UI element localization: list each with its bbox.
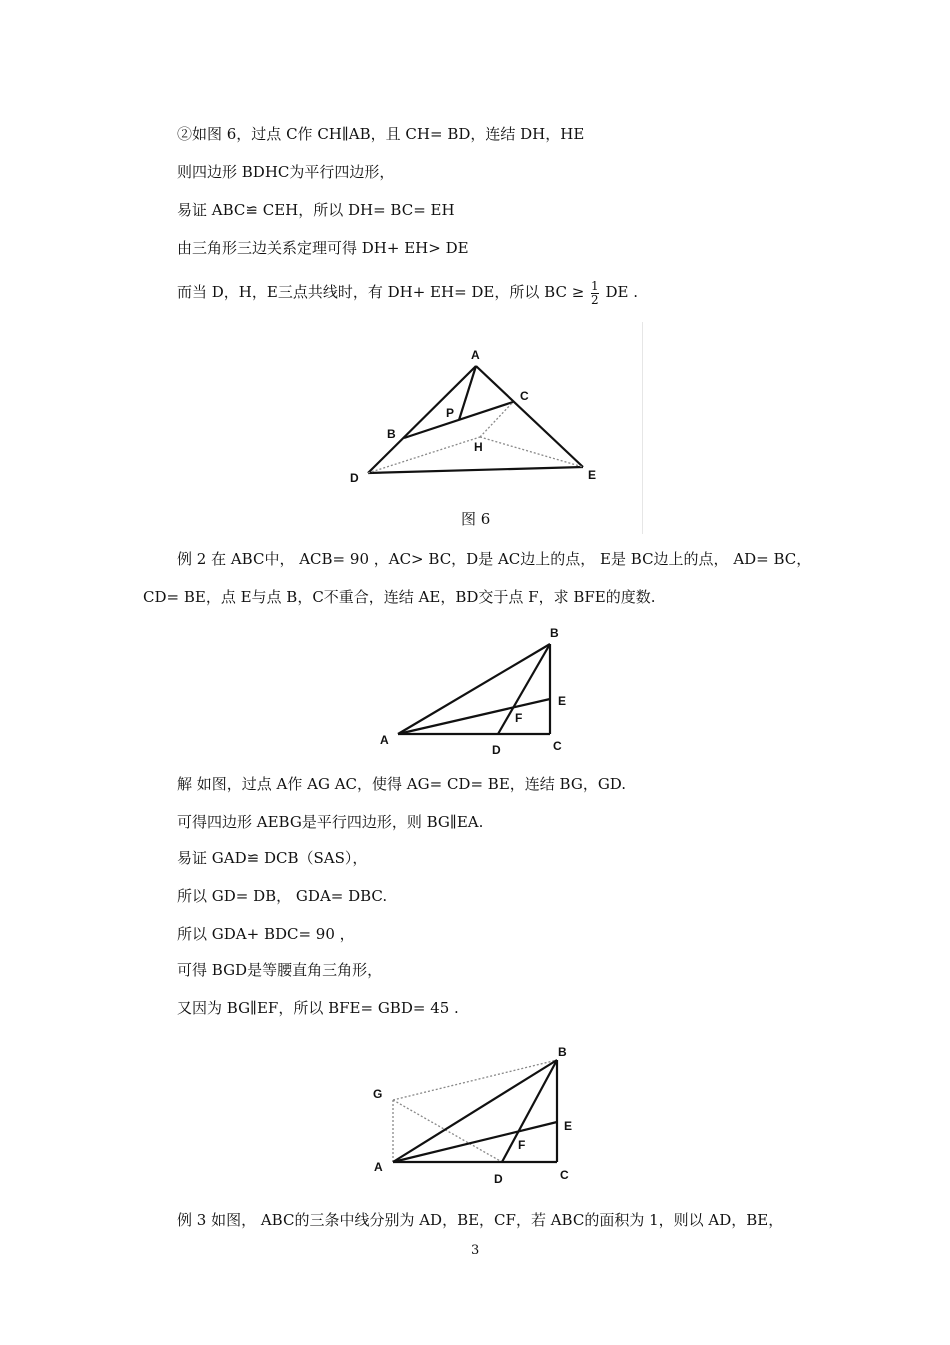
fraction-numerator: 1	[591, 278, 599, 293]
fraction-one-half	[591, 280, 599, 307]
label-C: C	[560, 1168, 569, 1182]
text-line-5-main: 而当 D，H，E三点共线时，有 DH+ EH= DE，所以 BC ≥	[177, 283, 585, 301]
page-number: 3	[471, 1243, 480, 1258]
label-D: D	[492, 743, 501, 757]
figure-6-caption: 图 6	[461, 510, 491, 528]
text-line-4: 由三角形三边关系定理可得 DH+ EH> DE	[177, 239, 469, 257]
label-D: D	[350, 471, 359, 485]
label-H: H	[474, 440, 483, 454]
label-D: D	[494, 1172, 503, 1186]
label-C: C	[520, 389, 529, 403]
label-E: E	[564, 1119, 573, 1133]
label-A: A	[374, 1160, 383, 1174]
label-F: F	[518, 1138, 526, 1152]
label-A: A	[380, 733, 389, 747]
text-line-1: ②如图 6，过点 C作 CH∥AB，且 CH= BD，连结 DH，HE	[177, 125, 585, 143]
text-line-10: 易证 GAD≌ DCB（SAS），	[177, 849, 368, 867]
text-line-11: 所以 GD= DB， GDA= DBC.	[177, 887, 388, 905]
label-E: E	[558, 694, 567, 708]
page-divider	[642, 322, 643, 534]
figure-6-diagram	[340, 340, 630, 500]
text-line-15: 例 3 如图， ABC的三条中线分别为 AD，BE，CF，若 ABC的面积为 1，则以 AD，BE，	[177, 1211, 784, 1229]
text-line-7: CD= BE，点 E与点 B，C不重合，连结 AE，BD交于点 F，求 BFE的度数.	[143, 588, 656, 606]
fraction-denominator: 2	[591, 292, 599, 307]
label-A: A	[471, 348, 480, 362]
text-line-9: 可得四边形 AEBG是平行四边形，则 BG∥EA.	[177, 813, 484, 831]
label-P: P	[446, 406, 455, 420]
label-B: B	[550, 626, 559, 640]
label-B: B	[558, 1045, 567, 1059]
text-line-13: 可得 BGD是等腰直角三角形，	[177, 961, 383, 979]
text-line-2: 则四边形 BDHC为平行四边形，	[177, 163, 395, 181]
text-line-3: 易证 ABC≌ CEH，所以 DH= BC= EH	[177, 201, 455, 219]
text-line-6: 例 2 在 ABC中， ACB= 90 ，AC> BC，D是 AC边上的点， E是 BC边上的点， AD= BC，	[177, 550, 812, 568]
text-line-14: 又因为 BG∥EF，所以 BFE= GBD= 45 .	[177, 999, 459, 1017]
label-C: C	[553, 739, 562, 753]
text-line-5-tail: DE .	[605, 283, 638, 301]
label-G: G	[373, 1087, 383, 1101]
label-F: F	[515, 711, 523, 725]
label-B: B	[387, 427, 396, 441]
text-line-8: 解 如图，过点 A作 AG AC，使得 AG= CD= BE，连结 BG，GD.	[177, 775, 627, 793]
example-2-solution-diagram	[365, 1040, 585, 1190]
text-line-5	[177, 277, 638, 307]
example-2-diagram	[370, 622, 580, 762]
label-E: E	[588, 468, 597, 482]
text-line-12: 所以 GDA+ BDC= 90 ，	[177, 925, 355, 943]
